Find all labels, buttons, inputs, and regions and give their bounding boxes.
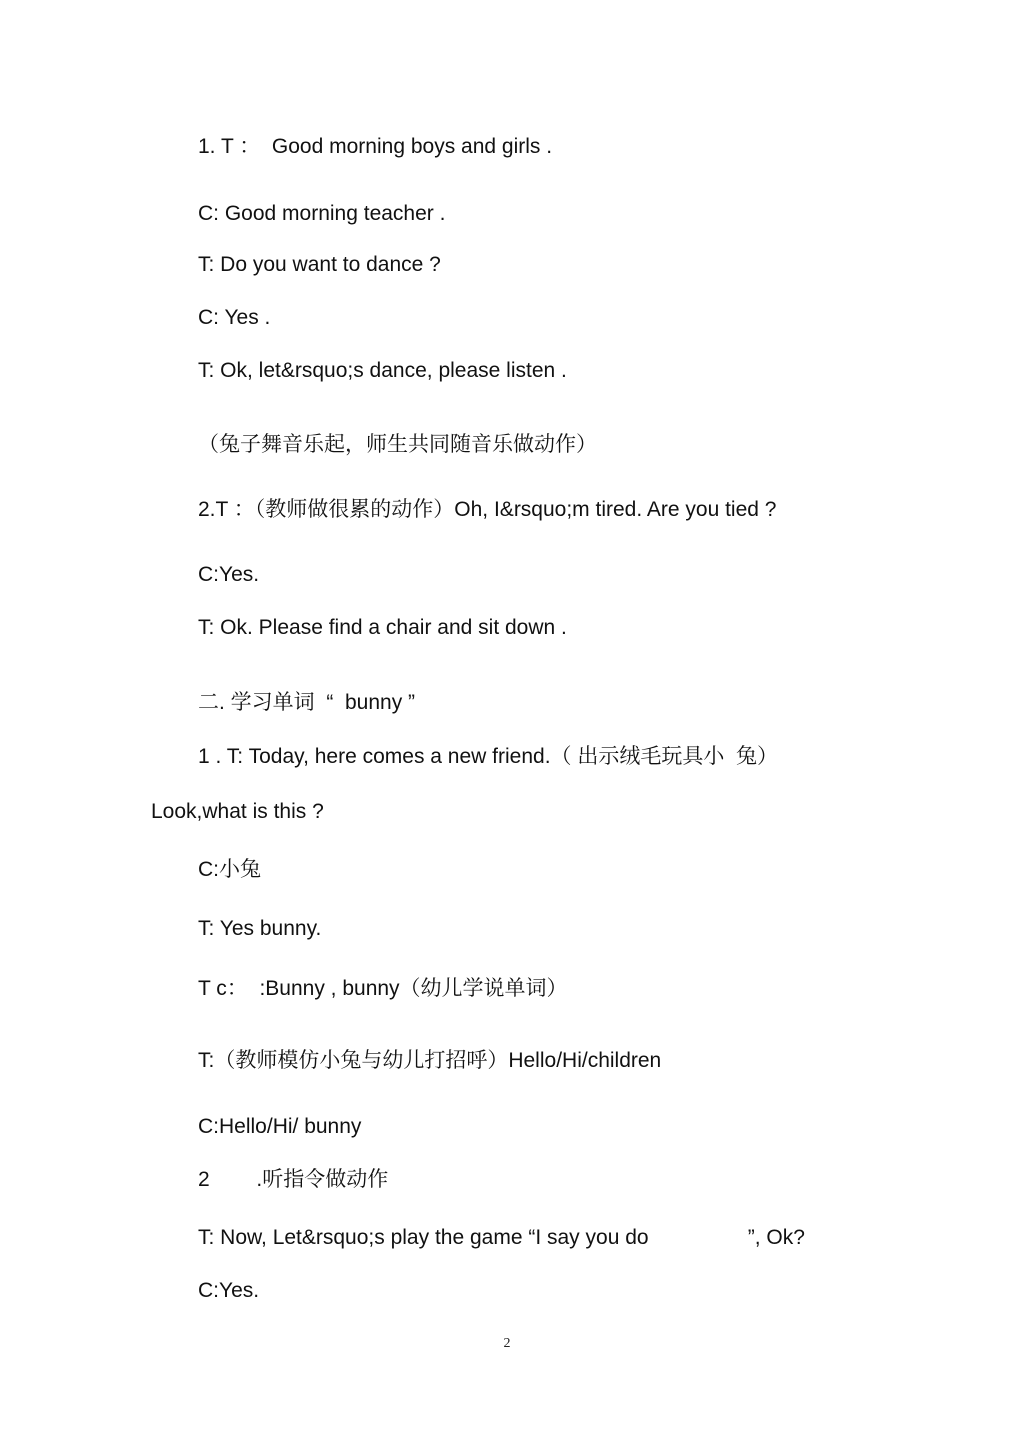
dialogue-line-3: T: Do you want to dance ? xyxy=(198,253,441,276)
dialogue-line-5: T: Ok, let&rsquo;s dance, please listen . xyxy=(198,359,567,382)
dialogue-line-6: 2.T ：（教师做很累的动作）Oh, I&rsquo;m tired. Are you tied ? xyxy=(198,498,777,521)
dialogue-line-4: C: Yes . xyxy=(198,306,271,329)
dialogue-line-8: T: Ok. Please find a chair and sit down . xyxy=(198,616,567,639)
dialogue-line-14: T:（教师模仿小兔与幼儿打招呼）Hello/Hi/children xyxy=(198,1049,662,1072)
page-number: 2 xyxy=(503,1336,511,1351)
dialogue-line-10: Look,what is this ? xyxy=(151,800,324,823)
dialogue-line-13: T c： :Bunny , bunny（幼儿学说单词） xyxy=(198,977,568,1000)
stage-direction: （兔子舞音乐起，师生共同随音乐做动作） xyxy=(198,433,597,456)
dialogue-line-11: C:小兔 xyxy=(198,858,261,881)
dialogue-line-7: C:Yes. xyxy=(198,563,260,586)
subsection-heading: 2 .听指令做动作 xyxy=(198,1168,389,1191)
dialogue-line-16: T: Now, Let&rsquo;s play the game “I say you do ”, Ok? xyxy=(198,1226,805,1249)
dialogue-line-1: 1. T ： Good morning boys and girls . xyxy=(198,135,553,158)
section-heading: 二. 学习单词 “ bunny ” xyxy=(198,691,416,714)
dialogue-line-2: C: Good morning teacher . xyxy=(198,202,446,225)
dialogue-line-15: C:Hello/Hi/ bunny xyxy=(198,1115,362,1138)
dialogue-line-17: C:Yes. xyxy=(198,1279,260,1302)
dialogue-line-9: 1 . T: Today, here comes a new friend.（ 出示绒毛玩具小 兔） xyxy=(198,745,779,768)
dialogue-line-12: T: Yes bunny. xyxy=(198,917,322,940)
